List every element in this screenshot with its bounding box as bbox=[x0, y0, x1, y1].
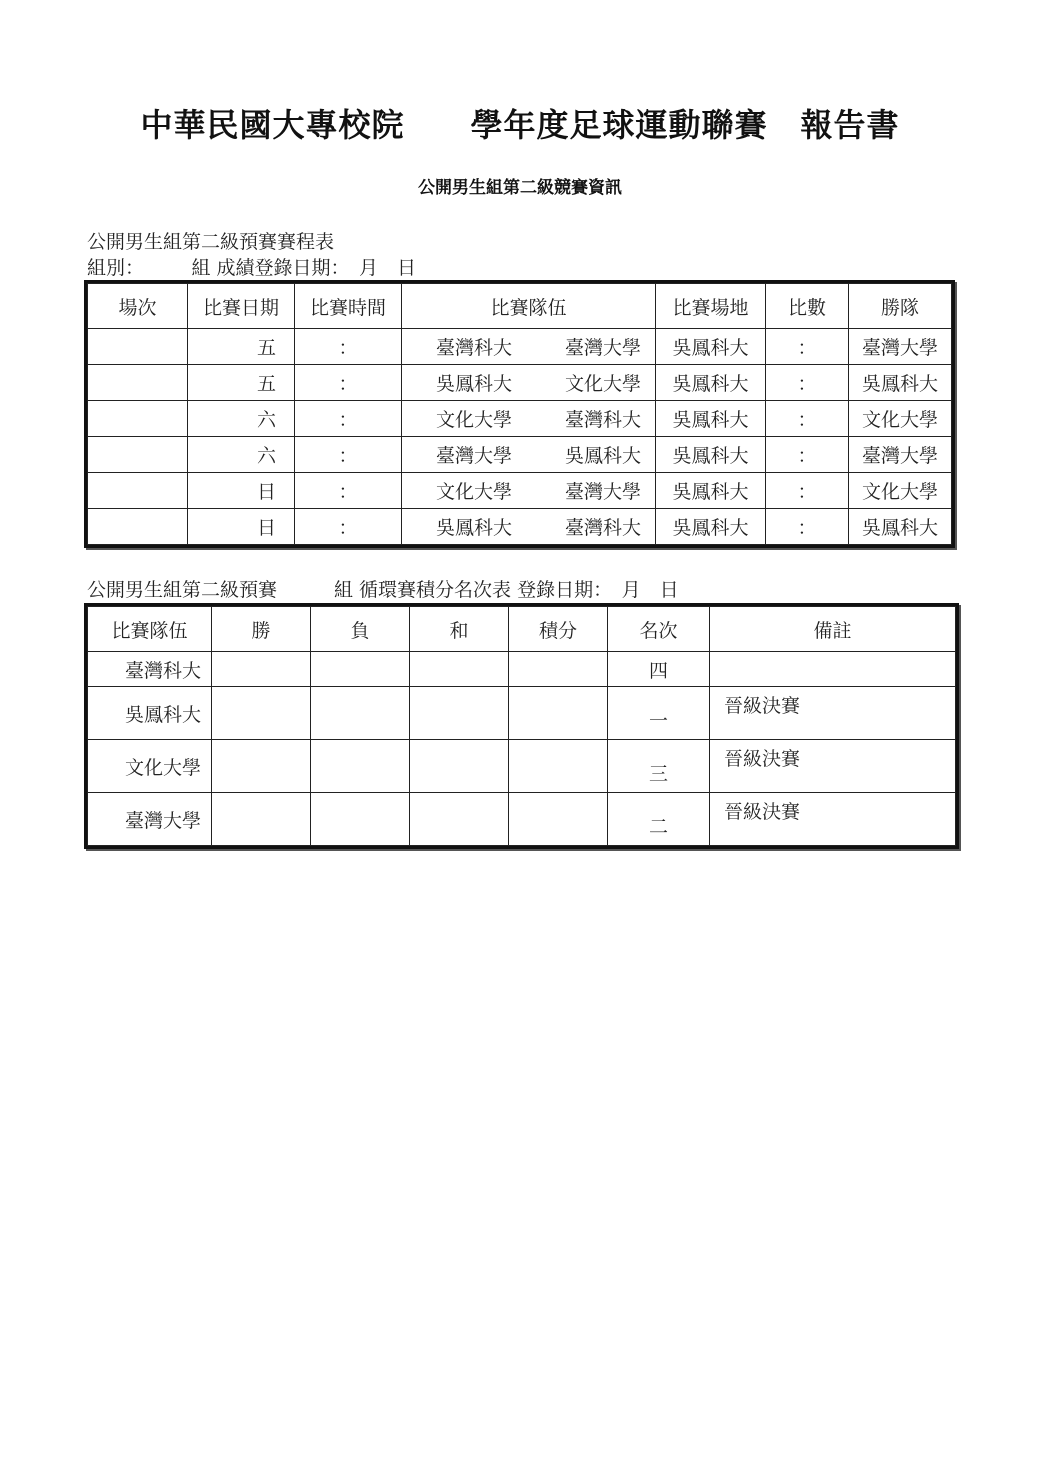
team-b: 臺灣大學 bbox=[564, 481, 641, 503]
time-cell: ： bbox=[295, 365, 402, 401]
header-note: 備註 bbox=[710, 607, 956, 652]
standings-caption: 公開男生組第二級預賽 組 循環賽積分名次表 登錄日期： 月 日 bbox=[87, 579, 679, 601]
header-teams: 比賽隊伍 bbox=[402, 284, 656, 329]
points-cell bbox=[509, 793, 608, 846]
date-cell: 六 bbox=[188, 437, 295, 473]
table-row bbox=[88, 473, 952, 509]
team-a: 吳鳳科大 bbox=[436, 373, 513, 395]
match-cell bbox=[88, 365, 188, 401]
winner-cell: 文化大學 bbox=[849, 473, 952, 509]
teams-cell bbox=[402, 473, 656, 509]
page-title: 中華民國大專校院 學年度足球運動聯賽 報告書 bbox=[140, 106, 900, 144]
header-match: 場次 bbox=[88, 284, 188, 329]
venue-cell: 吳鳳科大 bbox=[656, 509, 766, 545]
schedule-table bbox=[87, 283, 952, 545]
date-cell: 日 bbox=[188, 509, 295, 545]
points-cell bbox=[509, 652, 608, 687]
draw-cell bbox=[410, 652, 509, 687]
team-b: 吳鳳科大 bbox=[564, 445, 641, 467]
draw-cell bbox=[410, 793, 509, 846]
header-venue: 比賽場地 bbox=[656, 284, 766, 329]
time-cell: ： bbox=[295, 329, 402, 365]
rank-cell: 四 bbox=[608, 652, 710, 687]
score-cell: ： bbox=[766, 365, 849, 401]
loss-cell bbox=[311, 687, 410, 740]
header-date: 比賽日期 bbox=[188, 284, 295, 329]
table-row bbox=[88, 329, 952, 365]
draw-cell bbox=[410, 740, 509, 793]
match-cell bbox=[88, 401, 188, 437]
rank-cell: 二 bbox=[608, 793, 710, 846]
header-loss: 負 bbox=[311, 607, 410, 652]
venue-cell: 吳鳳科大 bbox=[656, 473, 766, 509]
teams-cell bbox=[402, 401, 656, 437]
winner-cell: 臺灣大學 bbox=[849, 437, 952, 473]
win-cell bbox=[212, 793, 311, 846]
schedule-meta: 組別： 組 成績登錄日期： 月 日 bbox=[87, 257, 417, 279]
win-cell bbox=[212, 740, 311, 793]
points-cell bbox=[509, 687, 608, 740]
teams-cell bbox=[402, 437, 656, 473]
header-draw: 和 bbox=[410, 607, 509, 652]
loss-cell bbox=[311, 793, 410, 846]
score-cell: ： bbox=[766, 437, 849, 473]
time-cell: ： bbox=[295, 437, 402, 473]
score-cell: ： bbox=[766, 473, 849, 509]
score-cell: ： bbox=[766, 329, 849, 365]
win-cell bbox=[212, 652, 311, 687]
time-cell: ： bbox=[295, 509, 402, 545]
note-cell: 晉級決賽 bbox=[710, 687, 956, 740]
win-cell bbox=[212, 687, 311, 740]
venue-cell: 吳鳳科大 bbox=[656, 401, 766, 437]
teams-cell bbox=[402, 329, 656, 365]
venue-cell: 吳鳳科大 bbox=[656, 437, 766, 473]
teams-cell bbox=[402, 509, 656, 545]
draw-cell bbox=[410, 687, 509, 740]
time-cell: ： bbox=[295, 473, 402, 509]
standings-header-row bbox=[88, 607, 956, 652]
header-winner: 勝隊 bbox=[849, 284, 952, 329]
table-row bbox=[88, 437, 952, 473]
table-row bbox=[88, 793, 956, 846]
table-row bbox=[88, 401, 952, 437]
note-cell: 晉級決賽 bbox=[710, 793, 956, 846]
team-a: 文化大學 bbox=[436, 481, 513, 503]
date-cell: 日 bbox=[188, 473, 295, 509]
score-cell: ： bbox=[766, 509, 849, 545]
date-cell: 六 bbox=[188, 401, 295, 437]
team-cell: 臺灣科大 bbox=[88, 652, 212, 687]
rank-cell: 三 bbox=[608, 740, 710, 793]
match-cell bbox=[88, 329, 188, 365]
loss-cell bbox=[311, 652, 410, 687]
header-points: 積分 bbox=[509, 607, 608, 652]
score-cell: ： bbox=[766, 401, 849, 437]
winner-cell: 吳鳳科大 bbox=[849, 509, 952, 545]
table-row bbox=[88, 740, 956, 793]
winner-cell: 吳鳳科大 bbox=[849, 365, 952, 401]
note-cell: 晉級決賽 bbox=[710, 740, 956, 793]
rank-cell: 一 bbox=[608, 687, 710, 740]
header-time: 比賽時間 bbox=[295, 284, 402, 329]
match-cell bbox=[88, 509, 188, 545]
match-cell bbox=[88, 437, 188, 473]
date-cell: 五 bbox=[188, 329, 295, 365]
venue-cell: 吳鳳科大 bbox=[656, 329, 766, 365]
venue-cell: 吳鳳科大 bbox=[656, 365, 766, 401]
table-row bbox=[88, 509, 952, 545]
team-cell: 吳鳳科大 bbox=[88, 687, 212, 740]
winner-cell: 臺灣大學 bbox=[849, 329, 952, 365]
date-cell: 五 bbox=[188, 365, 295, 401]
schedule-caption: 公開男生組第二級預賽賽程表 bbox=[87, 231, 335, 253]
teams-cell bbox=[402, 365, 656, 401]
header-rank: 名次 bbox=[608, 607, 710, 652]
table-row bbox=[88, 365, 952, 401]
schedule-header-row bbox=[88, 284, 952, 329]
team-b: 臺灣大學 bbox=[564, 337, 641, 359]
match-cell bbox=[88, 473, 188, 509]
team-cell: 臺灣大學 bbox=[88, 793, 212, 846]
winner-cell: 文化大學 bbox=[849, 401, 952, 437]
team-b: 臺灣科大 bbox=[564, 517, 641, 539]
note-cell bbox=[710, 652, 956, 687]
team-a: 吳鳳科大 bbox=[436, 517, 513, 539]
table-row bbox=[88, 687, 956, 740]
team-b: 臺灣科大 bbox=[564, 409, 641, 431]
team-cell: 文化大學 bbox=[88, 740, 212, 793]
standings-table-frame bbox=[84, 603, 959, 849]
team-a: 文化大學 bbox=[436, 409, 513, 431]
table-row bbox=[88, 652, 956, 687]
time-cell: ： bbox=[295, 401, 402, 437]
team-b: 文化大學 bbox=[564, 373, 641, 395]
header-win: 勝 bbox=[212, 607, 311, 652]
standings-table bbox=[87, 606, 956, 846]
loss-cell bbox=[311, 740, 410, 793]
header-score: 比數 bbox=[766, 284, 849, 329]
points-cell bbox=[509, 740, 608, 793]
team-a: 臺灣大學 bbox=[436, 445, 513, 467]
section-subtitle: 公開男生組第二級競賽資訊 bbox=[418, 178, 622, 198]
team-a: 臺灣科大 bbox=[436, 337, 513, 359]
schedule-table-frame bbox=[84, 280, 955, 548]
header-team: 比賽隊伍 bbox=[88, 607, 212, 652]
